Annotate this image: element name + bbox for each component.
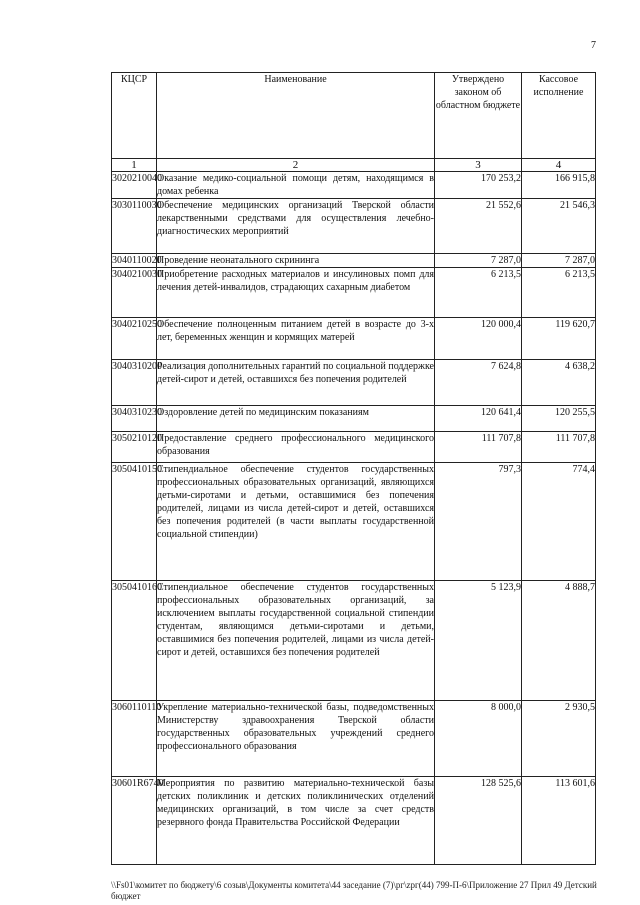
table-row [112,268,596,318]
header-approved: Утверждено законом об областном бюджете [435,73,522,159]
row-name: Мероприятия по развитию материально-технической базы детских поликлиник и детских поликлинических отделений медицинских организаций, в том числе за счет средств резервного фонда Правительства Российской Федерации [157,777,435,865]
table-row [112,318,596,360]
table-row [112,701,596,777]
column-number: 2 [157,159,435,172]
row-approved: 128 525,6 [435,777,522,865]
row-executed: 2 930,5 [522,701,596,777]
header-code: КЦСР [112,73,157,159]
row-executed: 119 620,7 [522,318,596,360]
row-executed: 120 255,5 [522,406,596,432]
row-approved: 120 000,4 [435,318,522,360]
row-code: 30601R6740 [112,777,157,865]
row-executed: 774,4 [522,463,596,581]
row-approved: 111 707,8 [435,432,522,463]
row-name: Оказание медико-социальной помощи детям, находящимся в домах ребенка [157,173,434,197]
table-row [112,172,596,199]
row-code: 3060110110 [112,701,157,777]
header-name: Наименование [157,73,435,159]
row-executed: 4 888,7 [522,581,596,701]
table-row [112,463,596,581]
column-number: 3 [435,159,522,172]
header-executed: Кассовое исполнение [522,73,596,159]
footer-file-path: \\Fs01\комитет по бюджету\6 созыв\Документы комитета\44 заседание (7)\рг\zрг(44) 799-П-6\Приложение 27 Прил 49 Детский бюджет [111,880,597,901]
row-code: 3040310230 [112,406,157,432]
row-code: 3030110030 [112,199,157,254]
column-number: 1 [112,159,157,172]
row-executed: 4 638,2 [522,360,596,406]
row-approved: 797,3 [435,463,522,581]
row-name: Обеспечение медицинских организаций Тверской области лекарственными средствами для осуществления лечебно-диагностических мероприятий [157,199,435,254]
table-row [112,199,596,254]
table-row [112,581,596,701]
row-approved: 5 123,9 [435,581,522,701]
budget-table [111,72,596,865]
row-executed: 21 546,3 [522,199,596,254]
table-row [112,406,596,432]
column-number: 4 [522,159,596,172]
row-name: Приобретение расходных материалов и инсулиновых помп для лечения детей-инвалидов, страдающих сахарным диабетом [157,268,435,318]
row-code: 3040110020 [112,255,162,266]
row-name: Обеспечение полноценным питанием детей в возрасте до 3-х лет, беременных женщин и кормящих матерей [157,318,435,360]
row-executed: 111 707,8 [522,432,596,463]
table-row [112,254,596,268]
row-executed: 113 601,6 [522,777,596,865]
row-approved: 120 641,4 [435,406,522,432]
row-executed: 166 915,8 [522,172,596,199]
row-name: Реализация дополнительных гарантий по социальной поддержке детей-сирот и детей, оставшихся без попечения родителей [157,360,435,406]
row-approved: 7 287,0 [435,254,522,268]
row-name: Проведение неонатального скрининга [157,254,435,268]
row-code: 3050210120 [112,432,157,463]
row-name: Стипендиальное обеспечение студентов государственных профессиональных образовательных организаций, за исключением выплаты государственной социальной стипендии студентам, являющимся детьми-сиротами и детьми, оставшимися без попечения родителей, лицами из числа детей-сирот и детей, оставшихся без попечения родителей [157,581,435,701]
row-code: 3040210250 [112,318,157,360]
row-code: 3050410150 [112,463,157,581]
row-name: Укрепление материально-технической базы, подведомственных Министерству здравоохранения Тверской области государственных образовательных учреждений среднего профессионального образования [157,701,435,777]
row-code: 3040310200 [112,360,157,406]
table-header-row [112,73,596,159]
row-executed: 6 213,5 [522,268,596,318]
table-row [112,360,596,406]
table-row [112,432,596,463]
row-name: Оздоровление детей по медицинским показаниям [157,406,435,432]
row-code: 3020210040 [112,172,157,199]
row-executed: 7 287,0 [522,254,596,268]
column-number-row [112,159,596,172]
page-number: 7 [591,40,596,51]
row-approved: 170 253,2 [435,172,522,199]
row-name: Стипендиальное обеспечение студентов государственных профессиональных образовательных организаций, являющихся детьми-сиротами и детьми, оставшимися без попечения родителей, лицами из числа детей-сирот и детей, оставшихся без попечения родителей (в части выплаты государственной социальной стипендии) [157,463,435,581]
row-code: 3040210030 [112,268,157,318]
row-approved: 6 213,5 [435,268,522,318]
row-approved: 8 000,0 [435,701,522,777]
row-approved: 21 552,6 [435,199,522,254]
table-row [112,777,596,865]
row-approved: 7 624,8 [435,360,522,406]
row-code: 3050410160 [112,581,157,701]
row-name: Предоставление среднего профессионального медицинского образования [157,432,435,463]
